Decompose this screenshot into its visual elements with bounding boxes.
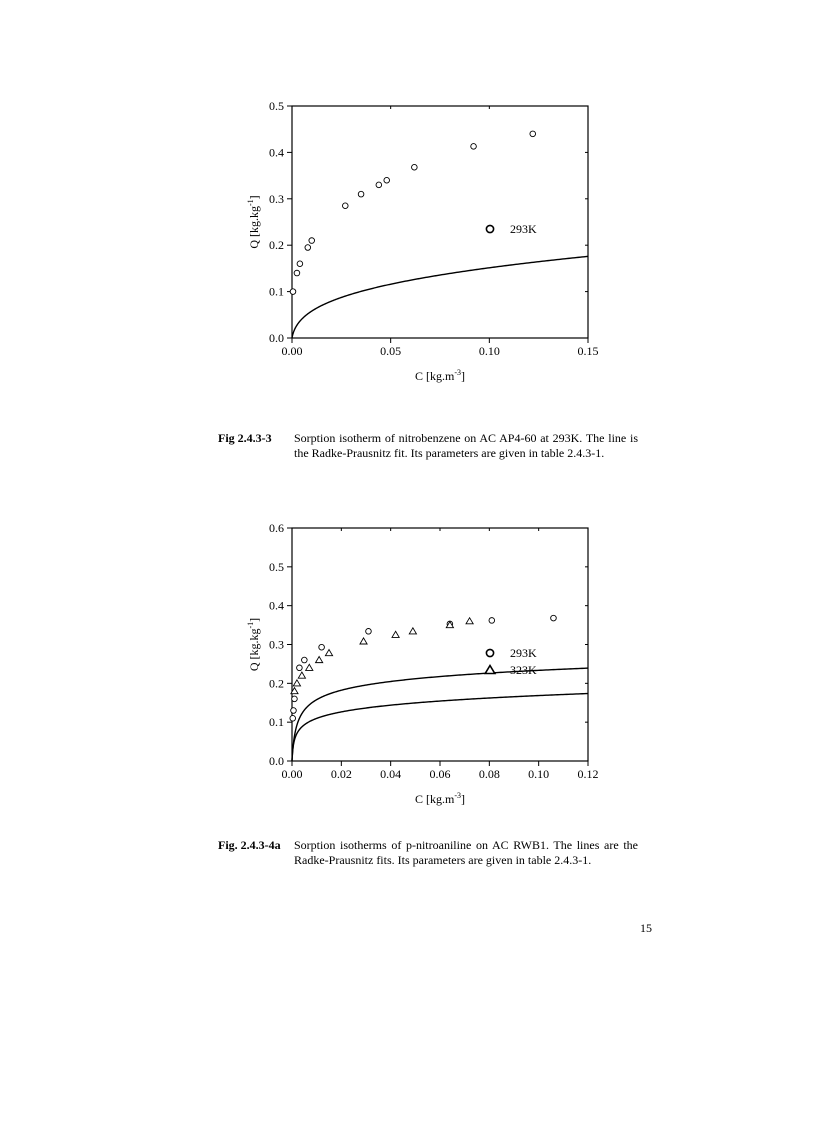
data-point xyxy=(342,203,348,209)
x-tick-label: 0.00 xyxy=(281,344,303,358)
data-point xyxy=(294,270,300,276)
data-point xyxy=(530,131,536,137)
y-tick-label: 0.5 xyxy=(269,99,284,113)
y-tick-label: 0.1 xyxy=(269,284,284,299)
y-tick-label: 0.3 xyxy=(269,191,284,206)
x-tick-label: 0.06 xyxy=(429,767,451,781)
data-point xyxy=(297,261,303,267)
figure-caption-text: Sorption isotherms of p-nitroaniline on AC RWB1. The lines are the Radke-Prausnitz fits. Its parameters are given in table 2.4.3-1. xyxy=(294,838,638,867)
figure-caption-text: Sorption isotherm of nitrobenzene on AC AP4-60 at 293K. The line is the Radke-Prausnitz fit. Its parameters are given in table 2.4.3-1. xyxy=(294,431,638,460)
data-point xyxy=(305,245,311,251)
data-point xyxy=(316,657,323,663)
y-tick-label: 0.2 xyxy=(269,238,284,253)
data-point xyxy=(412,164,418,170)
data-point xyxy=(358,191,364,197)
x-tick-label: 0.02 xyxy=(330,767,352,781)
y-tick-label: 0.3 xyxy=(269,637,284,652)
fit-line-293K xyxy=(292,668,588,761)
data-point xyxy=(291,708,297,714)
y-tick-label: 0.0 xyxy=(269,331,284,345)
legend-label: 323K xyxy=(510,663,537,677)
data-point xyxy=(489,618,495,624)
legend-marker-circle xyxy=(486,225,493,232)
data-point xyxy=(290,715,296,721)
y-axis-label: Q $[kg.kg^{-1}]$ xyxy=(246,195,261,249)
x-tick-label: 0.10 xyxy=(528,767,550,781)
data-point xyxy=(292,696,298,702)
figure-label: Fig 2.4.3-3 xyxy=(218,431,272,445)
sorption-isotherm-chart-nitrobenzene xyxy=(0,90,816,400)
data-point xyxy=(293,680,300,686)
legend-label: 293K xyxy=(510,222,537,236)
figure-label: Fig. 2.4.3-4a xyxy=(218,838,281,852)
y-axis-label: Q $[kg.kg^{-1}]$ xyxy=(246,617,261,672)
y-tick-label: 0.4 xyxy=(269,145,284,160)
figure-caption xyxy=(218,838,638,868)
data-point xyxy=(392,631,399,637)
data-point xyxy=(360,638,367,644)
data-point xyxy=(306,664,313,670)
data-point xyxy=(290,289,296,295)
x-axis-label: C $[kg.m^{-3}]$ xyxy=(414,791,466,806)
x-axis-label: C $[kg.m^{-3}]$ xyxy=(414,368,466,383)
data-point xyxy=(298,672,305,678)
x-tick-label: 0.04 xyxy=(380,767,402,781)
y-tick-label: 0.4 xyxy=(269,598,284,613)
data-point xyxy=(409,628,416,634)
x-tick-label: 0.05 xyxy=(380,344,402,358)
data-point xyxy=(297,665,303,671)
legend-marker-circle xyxy=(486,649,493,656)
data-point xyxy=(384,177,390,183)
data-point xyxy=(309,238,315,244)
sorption-isotherm-chart-p-nitroaniline xyxy=(0,515,816,825)
data-point xyxy=(376,182,382,188)
x-tick-label: 0.10 xyxy=(478,344,500,358)
page-number: 15 xyxy=(640,921,652,935)
plot-frame xyxy=(292,528,588,761)
data-point xyxy=(471,144,477,150)
y-tick-label: 0.6 xyxy=(269,521,284,535)
x-tick-label: 0.12 xyxy=(577,767,599,781)
data-point xyxy=(319,644,325,650)
data-point xyxy=(366,628,372,634)
fit-line-293K xyxy=(292,256,588,338)
figure-caption xyxy=(218,431,638,461)
data-point xyxy=(302,657,308,663)
y-tick-label: 0.0 xyxy=(269,754,284,768)
y-tick-label: 0.2 xyxy=(269,676,284,691)
y-tick-label: 0.1 xyxy=(269,715,284,730)
x-tick-label: 0.00 xyxy=(281,767,303,781)
x-tick-label: 0.08 xyxy=(478,767,500,781)
data-point xyxy=(551,615,557,621)
legend-marker-triangle xyxy=(485,666,495,674)
data-point xyxy=(325,650,332,656)
y-tick-label: 0.5 xyxy=(269,559,284,574)
legend-label: 293K xyxy=(510,646,537,660)
fit-line-323K xyxy=(292,694,588,761)
x-tick-label: 0.15 xyxy=(577,344,599,358)
plot-frame xyxy=(292,106,588,338)
data-point xyxy=(466,618,473,624)
